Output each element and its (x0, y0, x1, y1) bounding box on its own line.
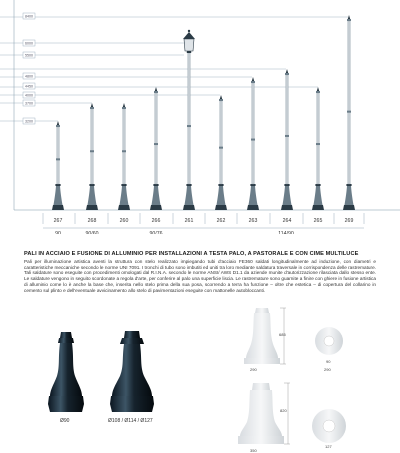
height-marker: 5500 (25, 53, 33, 58)
pole-code: 264 (282, 218, 292, 224)
base-small-image (48, 330, 84, 422)
ring-drawing-upper (314, 326, 344, 356)
diameter-group: 90/60 (85, 231, 99, 234)
pole-code: 260 (119, 218, 129, 224)
pole-1 (86, 103, 98, 210)
base-drawing-lower (230, 380, 294, 453)
pole-9 (343, 15, 355, 210)
pole-0 (52, 121, 64, 210)
base-small-caption: Ø90 (60, 418, 70, 424)
pole-7 (281, 69, 293, 210)
lower-height-dim: 820 (280, 408, 287, 413)
upper-ring-outer: 290 (324, 367, 331, 372)
diameter-group: 114/90 (278, 231, 294, 234)
upper-ring-diameter: 90 (326, 359, 331, 364)
height-markers (23, 13, 35, 124)
height-marker: 4450 (25, 84, 33, 89)
height-marker: 3700 (25, 101, 33, 106)
pole-code: 265 (313, 218, 323, 224)
base-large-image (110, 330, 154, 422)
diameter-group: 90/76 (149, 231, 163, 234)
base-large-caption: Ø108 / Ø114 / Ø127 (108, 418, 153, 424)
pole-code: 269 (344, 218, 354, 224)
pole-code: 268 (87, 218, 97, 224)
lower-width-dim: 350 (250, 448, 257, 453)
height-marker: 4000 (25, 93, 33, 98)
pole-code: 267 (53, 218, 63, 224)
pole-3 (150, 87, 162, 210)
pole-5 (215, 95, 227, 210)
height-marker: 4800 (25, 74, 33, 79)
diameter-groups (55, 231, 294, 234)
poles-group (52, 15, 355, 210)
diameter-group: 90 (55, 231, 61, 234)
pole-code: 263 (248, 218, 258, 224)
lower-ring-diameter: 127 (325, 444, 332, 449)
upper-width-dim: 290 (250, 367, 257, 372)
pole-code: 266 (151, 218, 161, 224)
pole-code: 261 (184, 218, 194, 224)
upper-height-dim: 685 (279, 332, 286, 337)
pole-code: 262 (216, 218, 226, 224)
height-marker: 6000 (25, 41, 33, 46)
pole-4 (183, 30, 195, 210)
pole-codes (54, 218, 354, 224)
height-marker: 8400 (25, 14, 33, 19)
height-marker: 3200 (25, 119, 33, 124)
pole-8 (312, 87, 324, 210)
bases-area (0, 300, 400, 453)
pole-2 (118, 103, 130, 210)
base-drawing-upper (234, 304, 294, 376)
ring-drawing-lower (311, 408, 347, 444)
section-title: PALI IN ACCIAIO E FUSIONE DI ALLUMINIO PER INSTALLAZIONI A TESTA PALO, A PASTORALE E CON CIME MULTILUCE (24, 251, 359, 257)
pole-6 (247, 77, 259, 210)
section-body: Pali per illuminazione artistica aventi la struttura con stelo realizzato impiegando tubi d'acciaio FE360 saldati longitudinalmente ad induzione, con diametri e caratteristiche meccaniche secondo le norme UNI 7091. I tronchi di tubo sono imbutiti ed uniti tra loro mediante saldatura traversale in corrispondenza delle rastremature. Tali saldature sono eseguite con procedimenti omologati dal R.I.N.A. secondo le norme ANSI/ AWS D1.1 da aziende munite d'autorizzazione rilasciata dallo stesso ente. Le saldature vengono in seguito scordonate a regola d'arte, per conferire al palo una superficie liscia. Le rastremature sono guarnite a finire con ghiere in fusione artistica di alluminio come lo è anche la base che, inserita nello stelo prima della sua posa, scorrendo a terra ha funzione – oltre che estetica – di copertura del collarino in cemento sul plinto e dell'eventuale avvicinamento allo stelo di pavimentazioni eseguite con mattonelle autobloccanti. (24, 259, 376, 293)
product-description (24, 251, 376, 293)
